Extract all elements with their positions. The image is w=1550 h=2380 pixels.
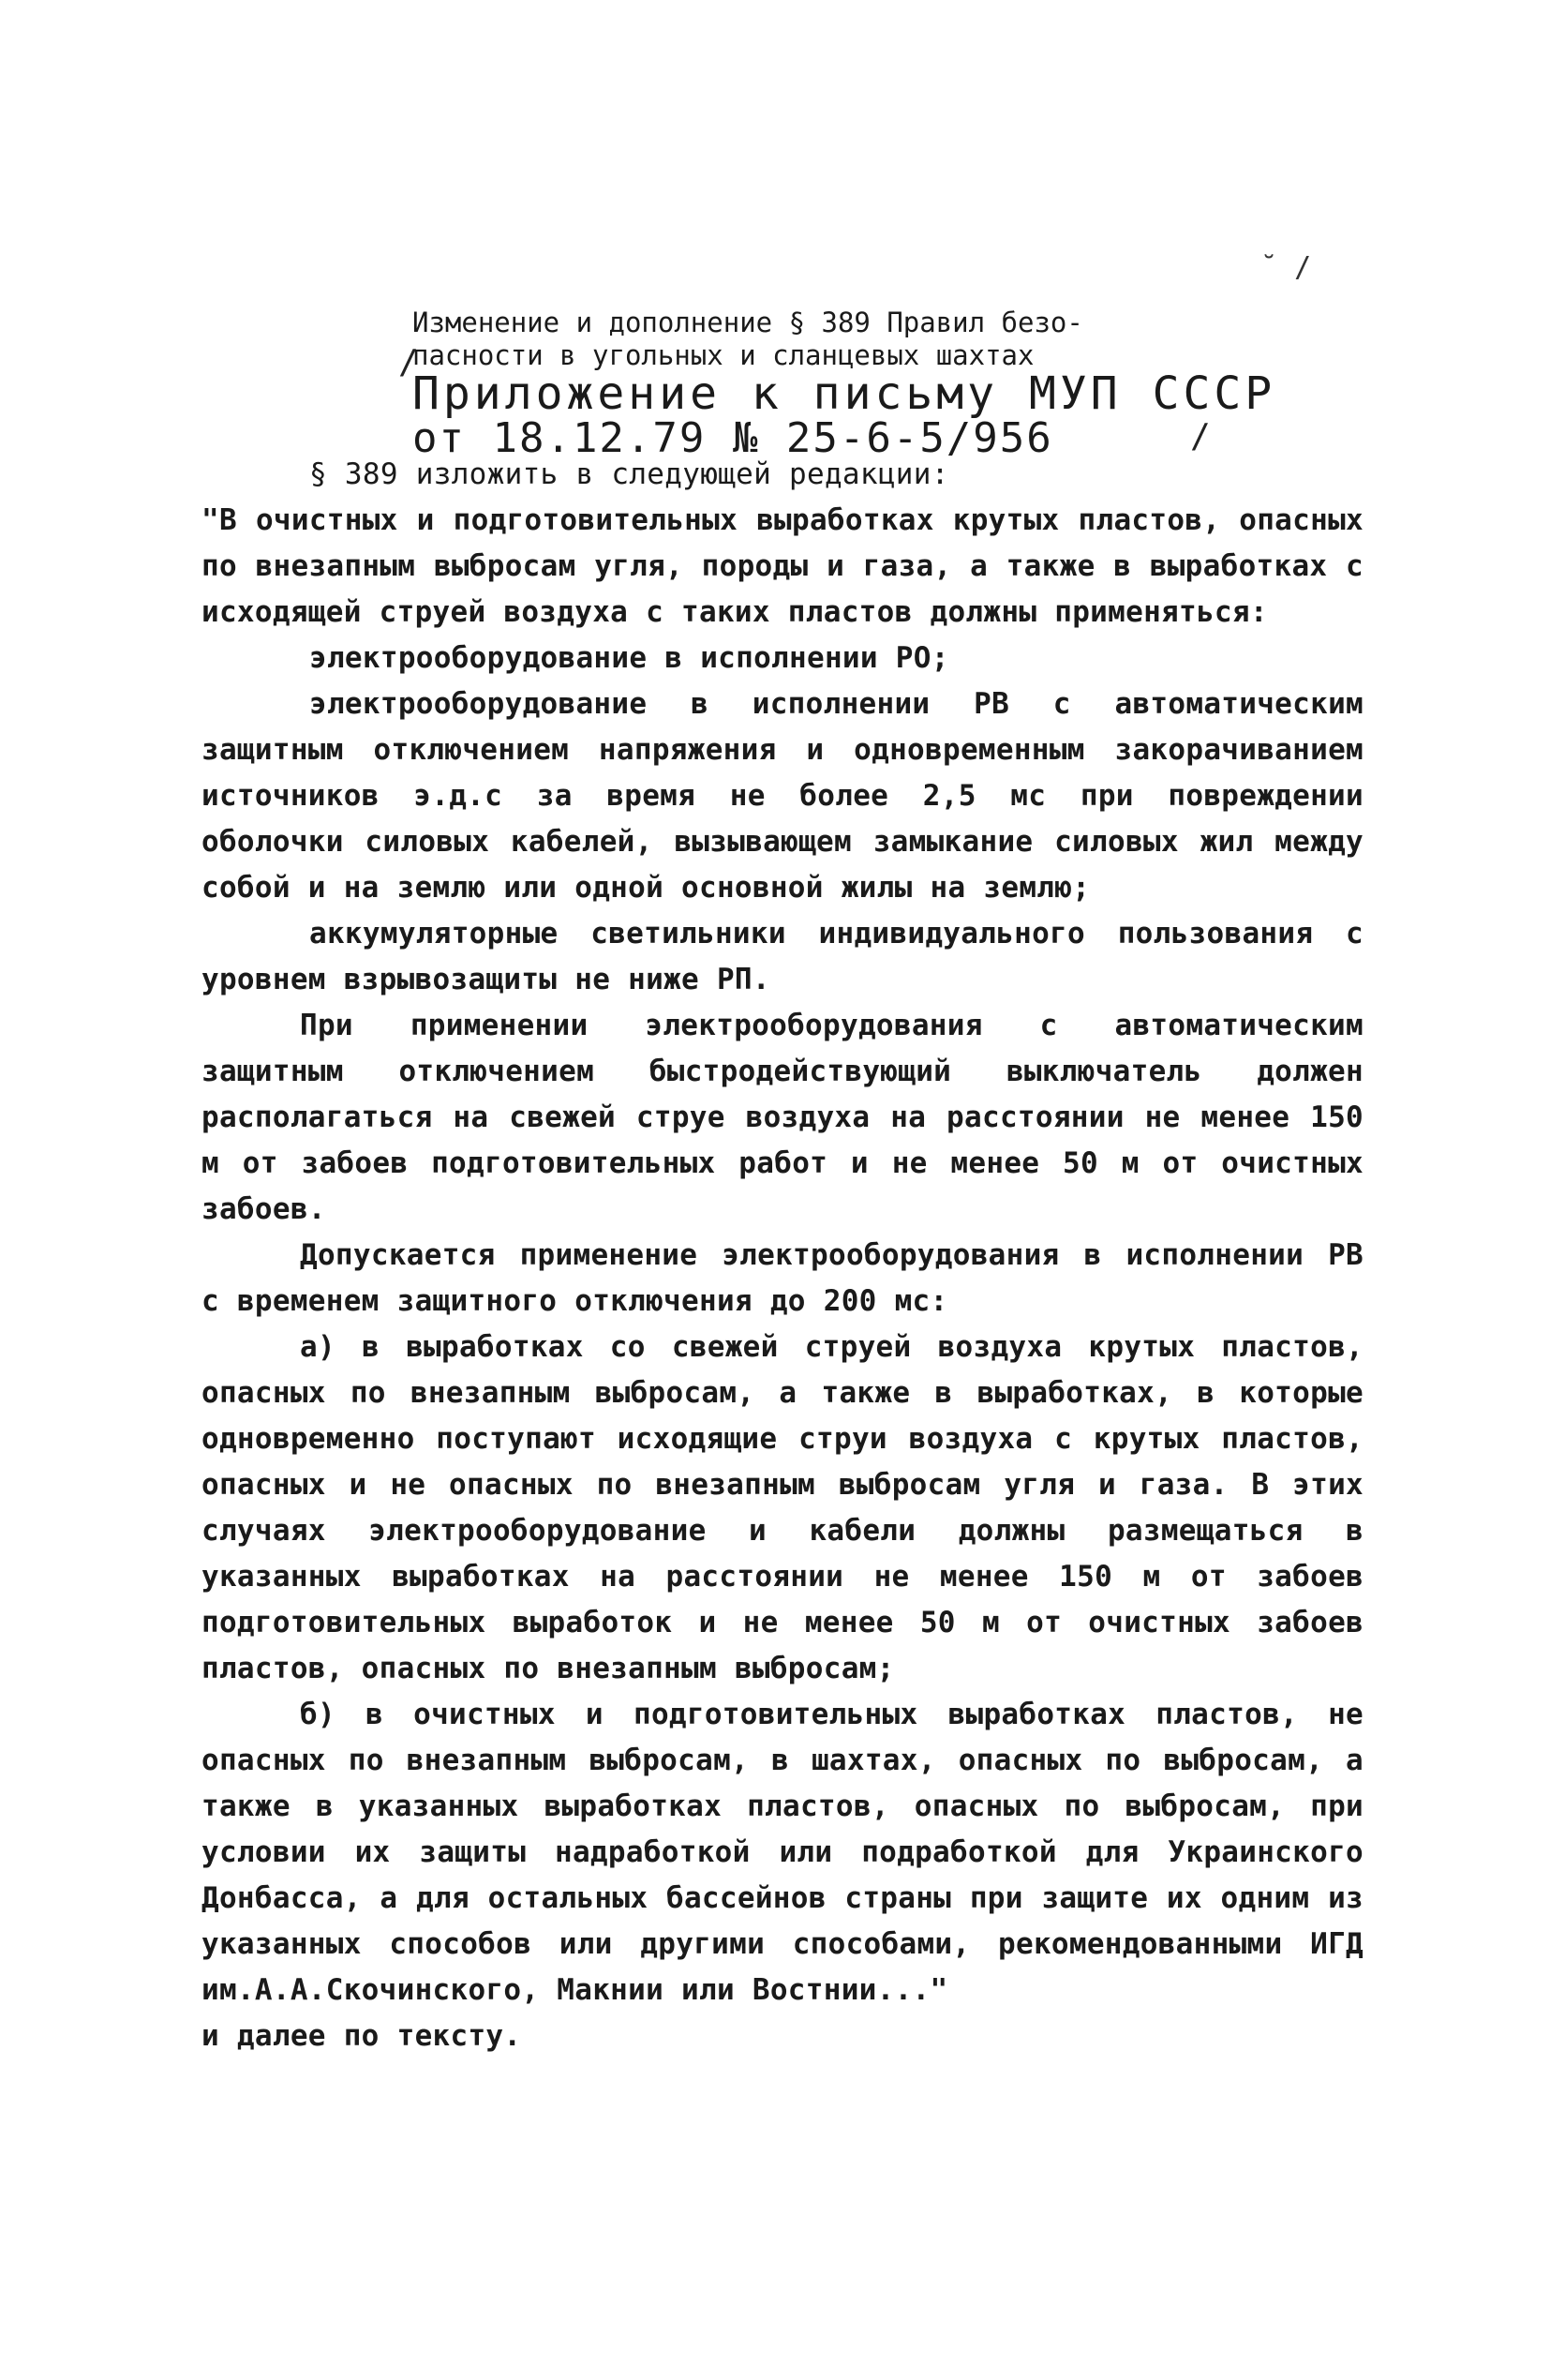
handwritten-mark: /: [398, 343, 419, 382]
document-body: [201, 448, 1364, 2059]
list-item: аккумуляторные светильники индивидуального пользования с уровнем взрывозащиты не ниже РП.: [201, 917, 1364, 996]
handwritten-mark: ˘ /: [1260, 251, 1312, 284]
paragraph: Допускается применение электрооборудования в исполнении РВ с временем защитного отключения до 200 мс:: [201, 1238, 1364, 1318]
paragraph: "В очистных и подготовительных выработках крутых пластов, опасных по внезапным выбросам угля, породы и газа, а также в выработках с исходящей струей воздуха с таких пластов должны применяться:: [201, 503, 1364, 629]
paragraph: и далее по тексту.: [201, 2019, 522, 2053]
header-attachment-line: Приложение к письму МУП СССР: [412, 367, 1276, 420]
paragraph: При применении электрооборудования с автоматическим защитным отключением быстродействующий выключатель должен располагаться на свежей струе воздуха на расстоянии не менее 150 м от забоев подготовительных работ и не менее 50 м от очистных забоев.: [201, 1009, 1364, 1226]
handwritten-mark: /: [1190, 417, 1211, 456]
list-item: электрооборудование в исполнении РВ с автоматическим защитным отключением напряжения и одновременным закорачиванием источников э.д.с за время не более 2,5 мс при повреждении оболочки силовых кабелей, вызывающем замыкание силовых жил между собой и на землю или одной основной жилы на землю;: [201, 687, 1364, 905]
paragraph: б) в очистных и подготовительных выработках пластов, не опасных по внезапным выбросам, в шахтах, опасных по выбросам, а также в указанных выработках пластов, опасных по выбросам, при условии их защиты надработкой или подработкой для Украинского Донбасса, а для остальных бассейнов страны при защите их одним из указанных способов или другими способами, рекомендованными ИГД им.А.А.Скочинского, Макнии или Востнии...": [201, 1698, 1364, 2007]
header-title-line-1: Изменение и дополнение § 389 Правил безо-: [412, 307, 1083, 338]
paragraph: а) в выработках со свежей струей воздуха крутых пластов, опасных по внезапным выбросам, а также в выработках, в которые одновременно поступают исходящие струи воздуха с крутых пластов, опасных и не опасных по внезапным выбросам угля и газа. В этих случаях электрооборудование и кабели должны размещаться в указанных выработках на расстоянии не менее 150 м от забоев подготовительных выработок и не менее 50 м от очистных забоев пластов, опасных по внезапным выбросам;: [201, 1330, 1364, 1685]
section-intro: § 389 изложить в следующей редакции:: [309, 457, 949, 491]
list-item: электрооборудование в исполнении РО;: [309, 641, 949, 675]
header-reference-line: от 18.12.79 № 25-6-5/956: [412, 414, 1053, 462]
header-title-line-2: пасности в угольных и сланцевых шахтах: [412, 339, 1035, 371]
